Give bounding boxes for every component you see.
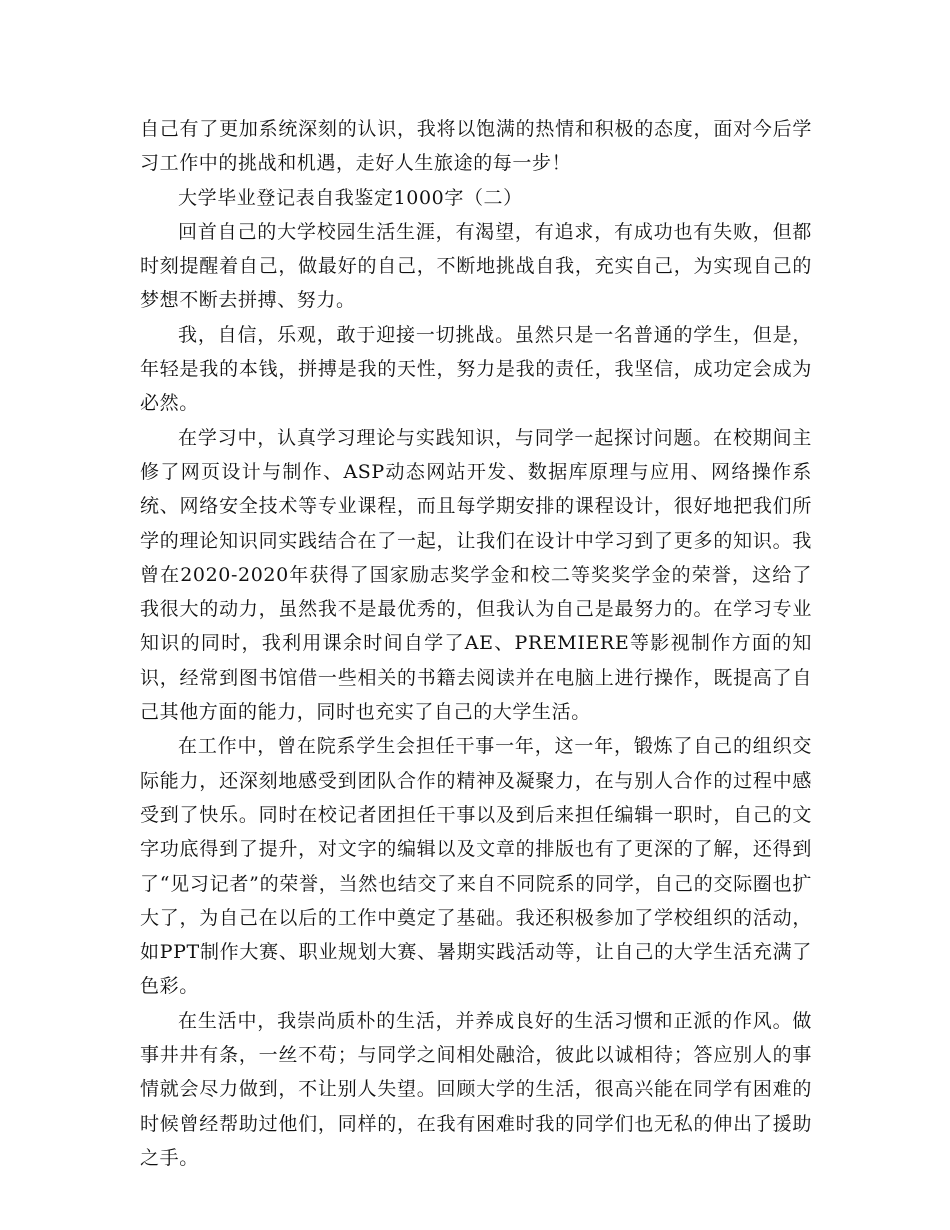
document-body (140, 112, 812, 1175)
paragraph-continuation: 自己有了更加系统深刻的认识，我将以饱满的热情和积极的态度，面对今后学习工作中的挑战和机遇，走好人生旅途的每一步！ (140, 118, 812, 175)
section-heading: 大学毕业登记表自我鉴定1000字（二） (178, 186, 523, 209)
paragraph-life: 在生活中，我崇尚质朴的生活，并养成良好的生活习惯和正派的作风。做事井井有条，一丝不苟；与同学之间相处融洽，彼此以诚相待；答应别人的事情就会尽力做到，不让别人失望。回顾大学的生活，很高兴能在同学有困难的时候曾经帮助过他们，同样的，在我有困难时我的同学们也无私的伸出了援助之手。 (140, 1009, 812, 1169)
paragraph-work: 在工作中，曾在院系学生会担任干事一年，这一年，锻炼了自己的组织交际能力，还深刻地感受到团队合作的精神及凝聚力，在与别人合作的过程中感受到了快乐。同时在校记者团担任干事以及到后来担任编辑一职时，自己的文字功底得到了提升，对文字的编辑以及文章的排版也有了更深的了解，还得到了“见习记者”的荣誉，当然也结交了来自不同院系的同学，自己的交际圈也扩大了，为自己在以后的工作中奠定了基础。我还积极参加了学校组织的活动，如PPT制作大赛、职业规划大赛、暑期实践活动等，让自己的大学生活充满了色彩。 (140, 735, 812, 998)
paragraph-intro: 回首自己的大学校园生活生涯，有渴望，有追求，有成功也有失败，但都时刻提醒着自己，做最好的自己，不断地挑战自我，充实自己，为实现自己的梦想不断去拼搏、努力。 (140, 220, 812, 312)
paragraph-self-confidence: 我，自信，乐观，敢于迎接一切挑战。虽然只是一名普通的学生，但是，年轻是我的本钱，拼搏是我的天性，努力是我的责任，我坚信，成功定会成为必然。 (140, 323, 812, 415)
paragraph-study: 在学习中，认真学习理论与实践知识，与同学一起探讨问题。在校期间主修了网页设计与制作、ASP动态网站开发、数据库原理与应用、网络操作系统、网络安全技术等专业课程，而且每学期安排的课程设计，很好地把我们所学的理论知识同实践结合在了一起，让我们在设计中学习到了更多的知识。我曾在2020-2020年获得了国家励志奖学金和校二等奖奖学金的荣誉，这给了我很大的动力，虽然我不是最优秀的，但我认为自己是最努力的。在学习专业知识的同时，我利用课余时间自学了AE、PREMIERE等影视制作方面的知识，经常到图书馆借一些相关的书籍去阅读并在电脑上进行操作，既提高了自己其他方面的能力，同时也充实了自己的大学生活。 (140, 426, 812, 724)
